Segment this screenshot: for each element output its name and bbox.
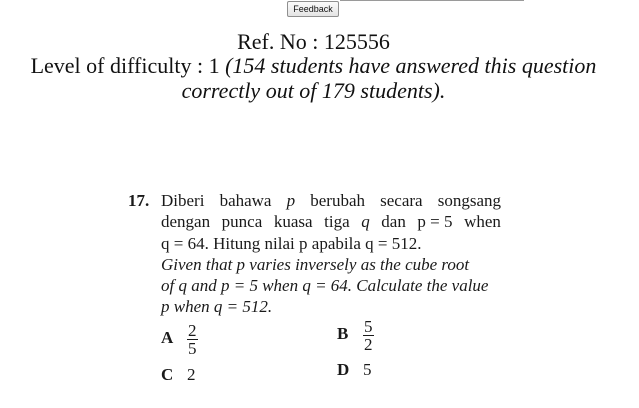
question-text	[161, 190, 501, 318]
option-letter: A	[161, 328, 174, 348]
difficulty-level: Level of difficulty : 1	[30, 53, 226, 78]
option-value: 5	[363, 360, 372, 379]
denominator: 5	[188, 339, 197, 358]
numerator: 5	[364, 317, 373, 336]
english-line-3: p when q = 512.	[161, 297, 273, 317]
option-c	[161, 364, 196, 385]
word: p = 5	[417, 212, 453, 232]
word: songsang	[437, 191, 501, 210]
numerator: 2	[188, 321, 197, 340]
question-image	[128, 190, 508, 390]
malay-line-3: q = 64. Hitung nilai p apabila q = 512.	[161, 233, 422, 253]
option-letter: D	[337, 360, 350, 379]
word: tiga	[324, 212, 350, 232]
reference-number: Ref. No : 125556	[237, 29, 390, 54]
difficulty-note-part1: (154 students have answered this question	[225, 53, 597, 78]
word: when	[464, 212, 501, 232]
denominator: 2	[364, 335, 373, 354]
english-line-1: Given that p varies inversely as the cube root	[161, 254, 470, 274]
word: Diberi	[161, 191, 205, 210]
option-value: 2	[187, 365, 196, 384]
malay-line-1	[161, 190, 501, 211]
fraction	[363, 318, 374, 353]
word: dengan	[161, 212, 211, 232]
option-letter: B	[337, 324, 349, 344]
top-divider	[340, 0, 524, 1]
word: kuasa	[273, 212, 313, 232]
word: q	[361, 212, 370, 232]
difficulty-note-part2: correctly out of 179 students).	[181, 78, 446, 103]
word: dan	[381, 212, 406, 232]
option-a	[161, 322, 198, 357]
word: punca	[221, 212, 263, 232]
option-letter: C	[161, 365, 174, 384]
word: p	[286, 191, 296, 210]
fraction	[187, 322, 198, 357]
option-d	[337, 359, 372, 380]
malay-line-2	[161, 211, 501, 232]
word: bahawa	[219, 191, 272, 210]
feedback-button[interactable]: Feedback	[287, 1, 339, 17]
question-number: 17.	[128, 191, 150, 210]
word: secara	[380, 191, 423, 210]
difficulty-line	[0, 53, 627, 78]
english-line-2: of q and p = 5 when q = 64. Calculate the value	[161, 276, 489, 296]
word: berubah	[310, 191, 365, 210]
option-b	[337, 318, 374, 353]
